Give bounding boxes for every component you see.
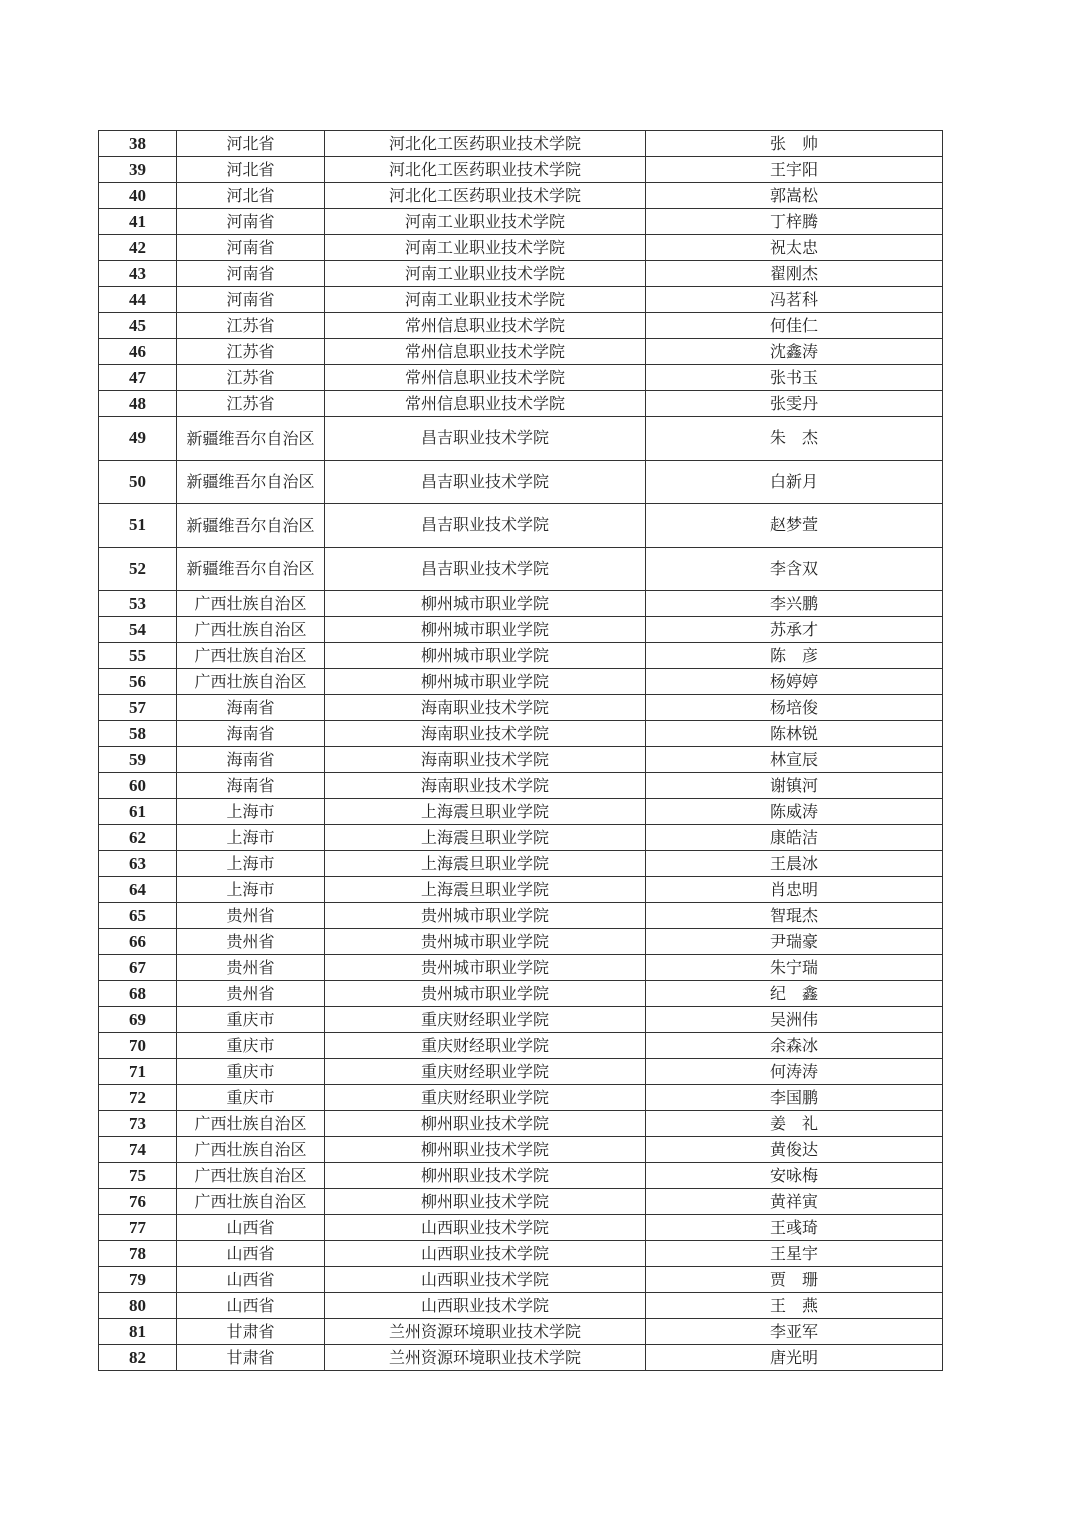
row-number-cell: 52: [99, 547, 177, 591]
table-row: [99, 1267, 943, 1293]
province-cell: 河南省: [177, 209, 325, 235]
school-cell: 重庆财经职业学院: [325, 1007, 646, 1033]
name-cell: 王宇阳: [646, 157, 943, 183]
province-cell: 重庆市: [177, 1033, 325, 1059]
row-number-cell: 78: [99, 1241, 177, 1267]
province-cell: 贵州省: [177, 903, 325, 929]
school-cell: 贵州城市职业学院: [325, 981, 646, 1007]
row-number-cell: 75: [99, 1163, 177, 1189]
province-cell: 上海市: [177, 877, 325, 903]
name-cell: 唐光明: [646, 1345, 943, 1371]
name-cell: 陈威涛: [646, 799, 943, 825]
province-cell: 甘肃省: [177, 1319, 325, 1345]
school-cell: 重庆财经职业学院: [325, 1059, 646, 1085]
school-cell: 柳州职业技术学院: [325, 1163, 646, 1189]
school-cell: 海南职业技术学院: [325, 695, 646, 721]
province-cell: 新疆维吾尔自治区: [177, 547, 325, 591]
school-cell: 海南职业技术学院: [325, 721, 646, 747]
row-number-cell: 40: [99, 183, 177, 209]
province-cell: 贵州省: [177, 981, 325, 1007]
name-cell: 王晨冰: [646, 851, 943, 877]
row-number-cell: 57: [99, 695, 177, 721]
province-cell: 河南省: [177, 287, 325, 313]
name-cell: 纪 鑫: [646, 981, 943, 1007]
row-number-cell: 50: [99, 460, 177, 504]
province-cell: 广西壮族自治区: [177, 591, 325, 617]
row-number-cell: 68: [99, 981, 177, 1007]
province-cell: 重庆市: [177, 1059, 325, 1085]
table-row: [99, 955, 943, 981]
table-row: [99, 157, 943, 183]
school-cell: 河南工业职业技术学院: [325, 209, 646, 235]
table-row: [99, 1033, 943, 1059]
province-cell: 江苏省: [177, 339, 325, 365]
school-cell: 柳州城市职业学院: [325, 591, 646, 617]
school-cell: 常州信息职业技术学院: [325, 365, 646, 391]
province-cell: 新疆维吾尔自治区: [177, 504, 325, 548]
name-cell: 安咏梅: [646, 1163, 943, 1189]
row-number-cell: 81: [99, 1319, 177, 1345]
name-cell: 白新月: [646, 460, 943, 504]
name-cell: 朱 杰: [646, 417, 943, 461]
table-row: [99, 391, 943, 417]
school-cell: 兰州资源环境职业技术学院: [325, 1319, 646, 1345]
name-cell: 林宣辰: [646, 747, 943, 773]
province-cell: 广西壮族自治区: [177, 617, 325, 643]
province-cell: 海南省: [177, 773, 325, 799]
row-number-cell: 38: [99, 131, 177, 157]
row-number-cell: 76: [99, 1189, 177, 1215]
name-cell: 陈 彦: [646, 643, 943, 669]
name-cell: 张雯丹: [646, 391, 943, 417]
school-cell: 河南工业职业技术学院: [325, 287, 646, 313]
province-cell: 山西省: [177, 1293, 325, 1319]
province-cell: 江苏省: [177, 313, 325, 339]
school-cell: 海南职业技术学院: [325, 773, 646, 799]
province-cell: 海南省: [177, 721, 325, 747]
province-cell: 广西壮族自治区: [177, 1111, 325, 1137]
row-number-cell: 71: [99, 1059, 177, 1085]
school-cell: 柳州城市职业学院: [325, 669, 646, 695]
school-cell: 重庆财经职业学院: [325, 1033, 646, 1059]
name-cell: 吴洲伟: [646, 1007, 943, 1033]
table-row: [99, 209, 943, 235]
name-cell: 何涛涛: [646, 1059, 943, 1085]
row-number-cell: 48: [99, 391, 177, 417]
province-cell: 海南省: [177, 695, 325, 721]
row-number-cell: 73: [99, 1111, 177, 1137]
table-row: [99, 695, 943, 721]
province-cell: 山西省: [177, 1267, 325, 1293]
school-cell: 上海震旦职业学院: [325, 851, 646, 877]
row-number-cell: 77: [99, 1215, 177, 1241]
province-cell: 新疆维吾尔自治区: [177, 417, 325, 461]
province-cell: 上海市: [177, 799, 325, 825]
table-row: [99, 287, 943, 313]
row-number-cell: 58: [99, 721, 177, 747]
table-row: [99, 643, 943, 669]
province-cell: 广西壮族自治区: [177, 1189, 325, 1215]
row-number-cell: 79: [99, 1267, 177, 1293]
school-cell: 常州信息职业技术学院: [325, 339, 646, 365]
school-cell: 昌吉职业技术学院: [325, 417, 646, 461]
province-cell: 贵州省: [177, 929, 325, 955]
row-number-cell: 64: [99, 877, 177, 903]
row-number-cell: 41: [99, 209, 177, 235]
row-number-cell: 74: [99, 1137, 177, 1163]
name-cell: 张书玉: [646, 365, 943, 391]
winners-table: [98, 130, 943, 1371]
table-row: [99, 504, 943, 548]
row-number-cell: 47: [99, 365, 177, 391]
province-cell: 新疆维吾尔自治区: [177, 460, 325, 504]
school-cell: 山西职业技术学院: [325, 1267, 646, 1293]
row-number-cell: 43: [99, 261, 177, 287]
row-number-cell: 46: [99, 339, 177, 365]
school-cell: 河北化工医药职业技术学院: [325, 183, 646, 209]
table-row: [99, 903, 943, 929]
school-cell: 山西职业技术学院: [325, 1241, 646, 1267]
table-row: [99, 131, 943, 157]
province-cell: 广西壮族自治区: [177, 669, 325, 695]
name-cell: 杨婷婷: [646, 669, 943, 695]
name-cell: 杨培俊: [646, 695, 943, 721]
table-row: [99, 617, 943, 643]
name-cell: 祝太忠: [646, 235, 943, 261]
row-number-cell: 53: [99, 591, 177, 617]
table-row: [99, 1137, 943, 1163]
name-cell: 肖忠明: [646, 877, 943, 903]
row-number-cell: 65: [99, 903, 177, 929]
table-row: [99, 1215, 943, 1241]
school-cell: 昌吉职业技术学院: [325, 460, 646, 504]
row-number-cell: 59: [99, 747, 177, 773]
school-cell: 河北化工医药职业技术学院: [325, 157, 646, 183]
row-number-cell: 54: [99, 617, 177, 643]
name-cell: 何佳仁: [646, 313, 943, 339]
table-row: [99, 1163, 943, 1189]
province-cell: 甘肃省: [177, 1345, 325, 1371]
province-cell: 海南省: [177, 747, 325, 773]
school-cell: 昌吉职业技术学院: [325, 504, 646, 548]
table-row: [99, 825, 943, 851]
province-cell: 河北省: [177, 131, 325, 157]
name-cell: 康皓洁: [646, 825, 943, 851]
school-cell: 兰州资源环境职业技术学院: [325, 1345, 646, 1371]
province-cell: 山西省: [177, 1215, 325, 1241]
table-row: [99, 460, 943, 504]
name-cell: 王星宇: [646, 1241, 943, 1267]
name-cell: 余森冰: [646, 1033, 943, 1059]
school-cell: 海南职业技术学院: [325, 747, 646, 773]
table-row: [99, 1293, 943, 1319]
province-cell: 河南省: [177, 235, 325, 261]
name-cell: 智琨杰: [646, 903, 943, 929]
table-row: [99, 669, 943, 695]
name-cell: 李含双: [646, 547, 943, 591]
school-cell: 山西职业技术学院: [325, 1293, 646, 1319]
table-row: [99, 1007, 943, 1033]
school-cell: 上海震旦职业学院: [325, 799, 646, 825]
name-cell: 苏承才: [646, 617, 943, 643]
table-row: [99, 261, 943, 287]
table-row: [99, 721, 943, 747]
table-row: [99, 313, 943, 339]
name-cell: 赵梦萱: [646, 504, 943, 548]
province-cell: 广西壮族自治区: [177, 643, 325, 669]
name-cell: 翟刚杰: [646, 261, 943, 287]
province-cell: 上海市: [177, 851, 325, 877]
table-row: [99, 1059, 943, 1085]
table-row: [99, 1345, 943, 1371]
row-number-cell: 55: [99, 643, 177, 669]
table-row: [99, 981, 943, 1007]
name-cell: 黄俊达: [646, 1137, 943, 1163]
school-cell: 河北化工医药职业技术学院: [325, 131, 646, 157]
name-cell: 李兴鹏: [646, 591, 943, 617]
name-cell: 尹瑞豪: [646, 929, 943, 955]
school-cell: 柳州城市职业学院: [325, 643, 646, 669]
province-cell: 重庆市: [177, 1085, 325, 1111]
table-row: [99, 1111, 943, 1137]
row-number-cell: 61: [99, 799, 177, 825]
school-cell: 柳州职业技术学院: [325, 1137, 646, 1163]
table-row: [99, 799, 943, 825]
row-number-cell: 60: [99, 773, 177, 799]
school-cell: 常州信息职业技术学院: [325, 391, 646, 417]
table-row: [99, 1319, 943, 1345]
school-cell: 山西职业技术学院: [325, 1215, 646, 1241]
province-cell: 河南省: [177, 261, 325, 287]
province-cell: 贵州省: [177, 955, 325, 981]
name-cell: 沈鑫涛: [646, 339, 943, 365]
school-cell: 昌吉职业技术学院: [325, 547, 646, 591]
row-number-cell: 56: [99, 669, 177, 695]
province-cell: 河北省: [177, 183, 325, 209]
name-cell: 郭嵩松: [646, 183, 943, 209]
province-cell: 重庆市: [177, 1007, 325, 1033]
row-number-cell: 69: [99, 1007, 177, 1033]
row-number-cell: 42: [99, 235, 177, 261]
table-row: [99, 1085, 943, 1111]
table-row: [99, 773, 943, 799]
table-row: [99, 547, 943, 591]
row-number-cell: 62: [99, 825, 177, 851]
name-cell: 贾 珊: [646, 1267, 943, 1293]
province-cell: 江苏省: [177, 365, 325, 391]
school-cell: 贵州城市职业学院: [325, 903, 646, 929]
row-number-cell: 82: [99, 1345, 177, 1371]
row-number-cell: 70: [99, 1033, 177, 1059]
row-number-cell: 51: [99, 504, 177, 548]
table-body: [99, 131, 943, 1371]
name-cell: 丁梓腾: [646, 209, 943, 235]
province-cell: 河北省: [177, 157, 325, 183]
school-cell: 河南工业职业技术学院: [325, 235, 646, 261]
school-cell: 柳州城市职业学院: [325, 617, 646, 643]
name-cell: 黄祥寅: [646, 1189, 943, 1215]
row-number-cell: 63: [99, 851, 177, 877]
table-row: [99, 339, 943, 365]
school-cell: 贵州城市职业学院: [325, 955, 646, 981]
table-row: [99, 929, 943, 955]
row-number-cell: 39: [99, 157, 177, 183]
row-number-cell: 72: [99, 1085, 177, 1111]
table-row: [99, 417, 943, 461]
row-number-cell: 44: [99, 287, 177, 313]
name-cell: 李亚军: [646, 1319, 943, 1345]
table-row: [99, 183, 943, 209]
row-number-cell: 80: [99, 1293, 177, 1319]
province-cell: 上海市: [177, 825, 325, 851]
school-cell: 河南工业职业技术学院: [325, 261, 646, 287]
province-cell: 广西壮族自治区: [177, 1163, 325, 1189]
row-number-cell: 49: [99, 417, 177, 461]
province-cell: 山西省: [177, 1241, 325, 1267]
school-cell: 柳州职业技术学院: [325, 1111, 646, 1137]
school-cell: 重庆财经职业学院: [325, 1085, 646, 1111]
name-cell: 谢镇河: [646, 773, 943, 799]
name-cell: 朱宁瑞: [646, 955, 943, 981]
province-cell: 广西壮族自治区: [177, 1137, 325, 1163]
table-row: [99, 235, 943, 261]
name-cell: 姜 礼: [646, 1111, 943, 1137]
school-cell: 上海震旦职业学院: [325, 825, 646, 851]
name-cell: 李国鹏: [646, 1085, 943, 1111]
row-number-cell: 66: [99, 929, 177, 955]
row-number-cell: 67: [99, 955, 177, 981]
name-cell: 张 帅: [646, 131, 943, 157]
school-cell: 贵州城市职业学院: [325, 929, 646, 955]
name-cell: 冯茗科: [646, 287, 943, 313]
school-cell: 上海震旦职业学院: [325, 877, 646, 903]
school-cell: 常州信息职业技术学院: [325, 313, 646, 339]
province-cell: 江苏省: [177, 391, 325, 417]
table-row: [99, 591, 943, 617]
table-row: [99, 1189, 943, 1215]
table-row: [99, 365, 943, 391]
school-cell: 柳州职业技术学院: [325, 1189, 646, 1215]
row-number-cell: 45: [99, 313, 177, 339]
name-cell: 王 燕: [646, 1293, 943, 1319]
table-row: [99, 1241, 943, 1267]
table-row: [99, 747, 943, 773]
table-row: [99, 877, 943, 903]
table-row: [99, 851, 943, 877]
name-cell: 陈林锐: [646, 721, 943, 747]
name-cell: 王彧琦: [646, 1215, 943, 1241]
